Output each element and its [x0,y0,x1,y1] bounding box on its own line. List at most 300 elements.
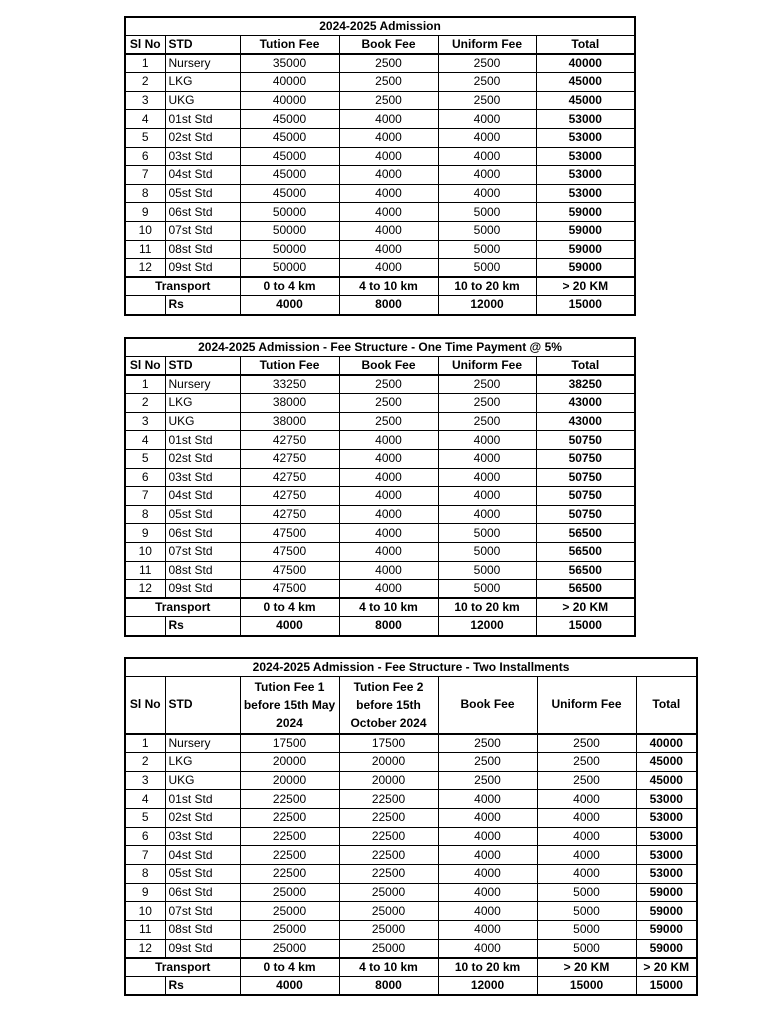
transport-range: 0 to 4 km [240,598,339,617]
fee-cell: 2500 [537,752,636,771]
total-cell: 38250 [536,375,635,394]
fee-cell: 2500 [438,54,536,73]
total-cell: 43000 [536,412,635,431]
fee-cell: 4000 [438,505,536,524]
fee-cell: 22500 [339,865,438,884]
serial-number-cell: 3 [125,91,165,110]
serial-number-cell: 4 [125,790,165,809]
header-row [125,357,635,376]
total-cell: 45000 [636,771,697,790]
fee-cell: 22500 [240,846,339,865]
std-cell: 07st Std [165,222,240,241]
serial-number-cell: 9 [125,203,165,222]
fee-cell: 4000 [438,166,536,185]
fee-cell: 5000 [537,921,636,940]
table-row [125,808,697,827]
total-cell: 53000 [636,865,697,884]
fee-cell: 35000 [240,54,339,73]
fee-cell: 5000 [537,939,636,958]
fee-cell: 22500 [240,827,339,846]
transport-row [125,277,635,296]
std-cell: Nursery [165,54,240,73]
table-row [125,450,635,469]
table-row [125,375,635,394]
std-cell: 09st Std [165,580,240,599]
fee-cell: 5000 [438,240,536,259]
serial-number-cell: 4 [125,110,165,129]
rs-label: Rs [165,617,240,636]
transport-range: 4 to 10 km [339,598,438,617]
total-cell: 50750 [536,431,635,450]
transport-fee: 8000 [339,617,438,636]
fee-cell: 2500 [339,412,438,431]
header-row [125,36,635,55]
transport-fee-row [125,296,635,315]
total-cell: 50750 [536,505,635,524]
transport-row [125,598,635,617]
fee-cell: 22500 [339,846,438,865]
total-cell: 40000 [636,734,697,753]
fee-cell: 17500 [240,734,339,753]
total-cell: 50750 [536,487,635,506]
serial-number-cell: 2 [125,394,165,413]
transport-fee: 12000 [438,296,536,315]
serial-number-cell: 7 [125,166,165,185]
total-cell: 59000 [536,240,635,259]
table-row [125,91,635,110]
transport-range: > 20 KM [537,958,636,977]
std-cell: UKG [165,412,240,431]
fee-cell: 45000 [240,166,339,185]
column-header: Book Fee [339,357,438,376]
fee-cell: 4000 [339,184,438,203]
std-cell: 03st Std [165,468,240,487]
table-row [125,110,635,129]
fee-cell: 4000 [438,468,536,487]
fee-cell: 4000 [537,808,636,827]
serial-number-cell: 11 [125,561,165,580]
fee-cell: 4000 [438,184,536,203]
blank-cell [125,977,165,996]
rs-label: Rs [165,977,240,996]
table-row [125,846,697,865]
transport-fee-row [125,977,697,996]
fee-cell: 5000 [438,222,536,241]
transport-fee: 12000 [438,617,536,636]
fee-cell: 22500 [339,827,438,846]
std-cell: 03st Std [165,827,240,846]
fee-cell: 20000 [240,771,339,790]
blank-cell [125,617,165,636]
fee-cell: 4000 [438,883,537,902]
fee-cell: 22500 [240,865,339,884]
transport-fee: 4000 [240,617,339,636]
std-cell: 02st Std [165,808,240,827]
transport-fee: 8000 [339,977,438,996]
serial-number-cell: 7 [125,487,165,506]
fee-cell: 4000 [438,902,537,921]
fee-cell: 25000 [339,902,438,921]
serial-number-cell: 11 [125,240,165,259]
total-cell: 45000 [536,73,635,92]
column-header: Tution Fee [240,36,339,55]
std-cell: LKG [165,394,240,413]
serial-number-cell: 12 [125,580,165,599]
fee-cell: 2500 [438,91,536,110]
fee-cell: 4000 [438,110,536,129]
transport-fee: 4000 [240,977,339,996]
fee-cell: 38000 [240,394,339,413]
fee-cell: 50000 [240,222,339,241]
table-row [125,431,635,450]
fee-cell: 4000 [438,827,537,846]
transport-range: 4 to 10 km [339,277,438,296]
std-cell: 01st Std [165,790,240,809]
column-header: Uniform Fee [537,677,636,734]
one-time-payment-fee-table [124,337,636,637]
fee-cell: 25000 [240,939,339,958]
table-row [125,394,635,413]
serial-number-cell: 7 [125,846,165,865]
fee-cell: 2500 [438,734,537,753]
fee-cell: 50000 [240,203,339,222]
table-row [125,543,635,562]
serial-number-cell: 2 [125,752,165,771]
serial-number-cell: 12 [125,939,165,958]
serial-number-cell: 5 [125,129,165,148]
fee-cell: 4000 [537,846,636,865]
table-row [125,54,635,73]
fee-cell: 20000 [339,752,438,771]
admission-fee-table [124,16,636,316]
std-cell: 05st Std [165,505,240,524]
total-cell: 59000 [536,203,635,222]
serial-number-cell: 5 [125,808,165,827]
table-row [125,468,635,487]
transport-fee-row [125,617,635,636]
total-cell: 53000 [536,184,635,203]
table-row [125,580,635,599]
table-row [125,203,635,222]
column-header: Tution Fee 2 before 15th October 2024 [339,677,438,734]
table-row [125,147,635,166]
std-cell: 08st Std [165,240,240,259]
fee-cell: 4000 [438,921,537,940]
std-cell: 08st Std [165,921,240,940]
fee-cell: 2500 [339,91,438,110]
fee-cell: 4000 [339,240,438,259]
fee-cell: 4000 [339,561,438,580]
fee-cell: 2500 [438,771,537,790]
fee-cell: 4000 [339,580,438,599]
column-header: Sl No [125,357,165,376]
column-header: Total [636,677,697,734]
total-cell: 53000 [536,166,635,185]
header-row [125,677,697,734]
fee-cell: 4000 [339,487,438,506]
fee-cell: 4000 [339,147,438,166]
table-row [125,73,635,92]
total-cell: 59000 [636,902,697,921]
std-cell: LKG [165,752,240,771]
fee-cell: 4000 [438,846,537,865]
fee-cell: 4000 [339,468,438,487]
total-cell: 45000 [636,752,697,771]
fee-cell: 2500 [438,412,536,431]
fee-cell: 40000 [240,73,339,92]
std-cell: 06st Std [165,883,240,902]
column-header: Book Fee [438,677,537,734]
serial-number-cell: 6 [125,827,165,846]
fee-cell: 22500 [339,808,438,827]
column-header: Sl No [125,677,165,734]
fee-cell: 4000 [537,865,636,884]
transport-label: Transport [125,958,240,977]
table-row [125,771,697,790]
serial-number-cell: 10 [125,222,165,241]
serial-number-cell: 11 [125,921,165,940]
fee-cell: 5000 [438,203,536,222]
fee-cell: 5000 [438,580,536,599]
transport-range: > 20 KM [536,277,635,296]
std-cell: 02st Std [165,129,240,148]
fee-cell: 47500 [240,524,339,543]
total-cell: 56500 [536,524,635,543]
table-row [125,827,697,846]
column-header: STD [165,677,240,734]
total-cell: 53000 [536,147,635,166]
fee-cell: 4000 [339,129,438,148]
fee-cell: 50000 [240,259,339,278]
rs-label: Rs [165,296,240,315]
table-row [125,487,635,506]
fee-cell: 5000 [438,543,536,562]
fee-cell: 4000 [339,222,438,241]
fee-cell: 22500 [339,790,438,809]
fee-cell: 2500 [339,394,438,413]
serial-number-cell: 1 [125,375,165,394]
fee-cell: 25000 [339,883,438,902]
table-row [125,883,697,902]
serial-number-cell: 12 [125,259,165,278]
column-header: Tution Fee 1 before 15th May 2024 [240,677,339,734]
fee-cell: 25000 [339,939,438,958]
fee-cell: 45000 [240,129,339,148]
serial-number-cell: 3 [125,771,165,790]
table-row [125,734,697,753]
fee-cell: 4000 [339,110,438,129]
table-row [125,524,635,543]
fee-cell: 2500 [339,375,438,394]
transport-fee: 12000 [438,977,537,996]
column-header: Tution Fee [240,357,339,376]
std-cell: 08st Std [165,561,240,580]
transport-label: Transport [125,598,240,617]
total-cell: 53000 [536,129,635,148]
fee-cell: 5000 [537,902,636,921]
fee-cell: 20000 [240,752,339,771]
fee-cell: 5000 [438,524,536,543]
std-cell: 04st Std [165,846,240,865]
fee-cell: 2500 [537,771,636,790]
total-cell: 45000 [536,91,635,110]
fee-cell: 45000 [240,184,339,203]
serial-number-cell: 10 [125,902,165,921]
table-row [125,505,635,524]
transport-fee: 15000 [537,977,636,996]
fee-cell: 42750 [240,431,339,450]
two-installments-fee-table [124,657,698,996]
transport-range: > 20 KM [536,598,635,617]
fee-cell: 22500 [240,790,339,809]
serial-number-cell: 3 [125,412,165,431]
total-cell: 53000 [636,846,697,865]
std-cell: 07st Std [165,902,240,921]
fee-cell: 4000 [438,487,536,506]
total-cell: 50750 [536,450,635,469]
transport-fee: 8000 [339,296,438,315]
std-cell: Nursery [165,734,240,753]
fee-cell: 2500 [537,734,636,753]
table-row [125,921,697,940]
fee-cell: 2500 [438,73,536,92]
fee-cell: 25000 [240,921,339,940]
std-cell: 01st Std [165,110,240,129]
table-row [125,240,635,259]
fee-cell: 4000 [438,147,536,166]
transport-range: 0 to 4 km [240,958,339,977]
fee-cell: 4000 [339,505,438,524]
fee-cell: 5000 [537,883,636,902]
transport-range: 10 to 20 km [438,958,537,977]
fee-cell: 4000 [438,431,536,450]
transport-range: 0 to 4 km [240,277,339,296]
fee-cell: 45000 [240,110,339,129]
std-cell: 05st Std [165,865,240,884]
fee-cell: 4000 [339,524,438,543]
total-cell: 56500 [536,580,635,599]
fee-cell: 33250 [240,375,339,394]
fee-cell: 22500 [240,808,339,827]
total-cell: 59000 [536,259,635,278]
serial-number-cell: 9 [125,524,165,543]
fee-cell: 25000 [339,921,438,940]
total-cell: 59000 [536,222,635,241]
fee-cell: 4000 [339,166,438,185]
std-cell: 04st Std [165,166,240,185]
serial-number-cell: 6 [125,147,165,166]
table-row [125,222,635,241]
std-cell: 07st Std [165,543,240,562]
serial-number-cell: 1 [125,734,165,753]
column-header: Uniform Fee [438,36,536,55]
serial-number-cell: 2 [125,73,165,92]
std-cell: 03st Std [165,147,240,166]
table-row [125,902,697,921]
column-header: Uniform Fee [438,357,536,376]
total-cell: 40000 [536,54,635,73]
std-cell: 02st Std [165,450,240,469]
total-cell: 53000 [636,827,697,846]
transport-fee: 15000 [536,296,635,315]
total-cell: 56500 [536,561,635,580]
total-cell: 50750 [536,468,635,487]
blank-cell [125,296,165,315]
total-cell: 53000 [536,110,635,129]
fee-cell: 50000 [240,240,339,259]
serial-number-cell: 8 [125,184,165,203]
std-cell: 01st Std [165,431,240,450]
fee-cell: 2500 [339,73,438,92]
table-title: 2024-2025 Admission - Fee Structure - Two Installments [125,658,697,677]
fee-cell: 2500 [438,752,537,771]
fee-cell: 4000 [438,808,537,827]
fee-cell: 4000 [438,865,537,884]
fee-cell: 4000 [339,450,438,469]
fee-cell: 47500 [240,580,339,599]
fee-cell: 47500 [240,561,339,580]
total-cell: 59000 [636,883,697,902]
fee-cell: 2500 [438,375,536,394]
fee-cell: 45000 [240,147,339,166]
std-cell: Nursery [165,375,240,394]
fee-cell: 4000 [537,827,636,846]
total-cell: 59000 [636,921,697,940]
table-row [125,790,697,809]
table-title: 2024-2025 Admission [125,17,635,36]
transport-row [125,958,697,977]
column-header: STD [165,36,240,55]
std-cell: 06st Std [165,203,240,222]
std-cell: 09st Std [165,939,240,958]
fee-cell: 17500 [339,734,438,753]
serial-number-cell: 5 [125,450,165,469]
fee-cell: 5000 [438,259,536,278]
fee-cell: 47500 [240,543,339,562]
fee-cell: 4000 [339,259,438,278]
fee-cell: 42750 [240,505,339,524]
fee-cell: 5000 [438,561,536,580]
serial-number-cell: 1 [125,54,165,73]
column-header: Sl No [125,36,165,55]
column-header: STD [165,357,240,376]
table-row [125,166,635,185]
fee-cell: 4000 [339,543,438,562]
fee-cell: 42750 [240,450,339,469]
transport-range: 10 to 20 km [438,598,536,617]
fee-cell: 4000 [438,939,537,958]
fee-cell: 4000 [339,203,438,222]
fee-cell: 4000 [438,129,536,148]
std-cell: 04st Std [165,487,240,506]
transport-range: > 20 KM [636,958,697,977]
std-cell: LKG [165,73,240,92]
table-row [125,752,697,771]
table-row [125,184,635,203]
std-cell: 09st Std [165,259,240,278]
table-row [125,561,635,580]
total-cell: 53000 [636,808,697,827]
column-header: Total [536,36,635,55]
total-cell: 56500 [536,543,635,562]
total-cell: 53000 [636,790,697,809]
fee-cell: 40000 [240,91,339,110]
transport-label: Transport [125,277,240,296]
fee-cell: 2500 [438,394,536,413]
serial-number-cell: 10 [125,543,165,562]
serial-number-cell: 4 [125,431,165,450]
serial-number-cell: 8 [125,865,165,884]
